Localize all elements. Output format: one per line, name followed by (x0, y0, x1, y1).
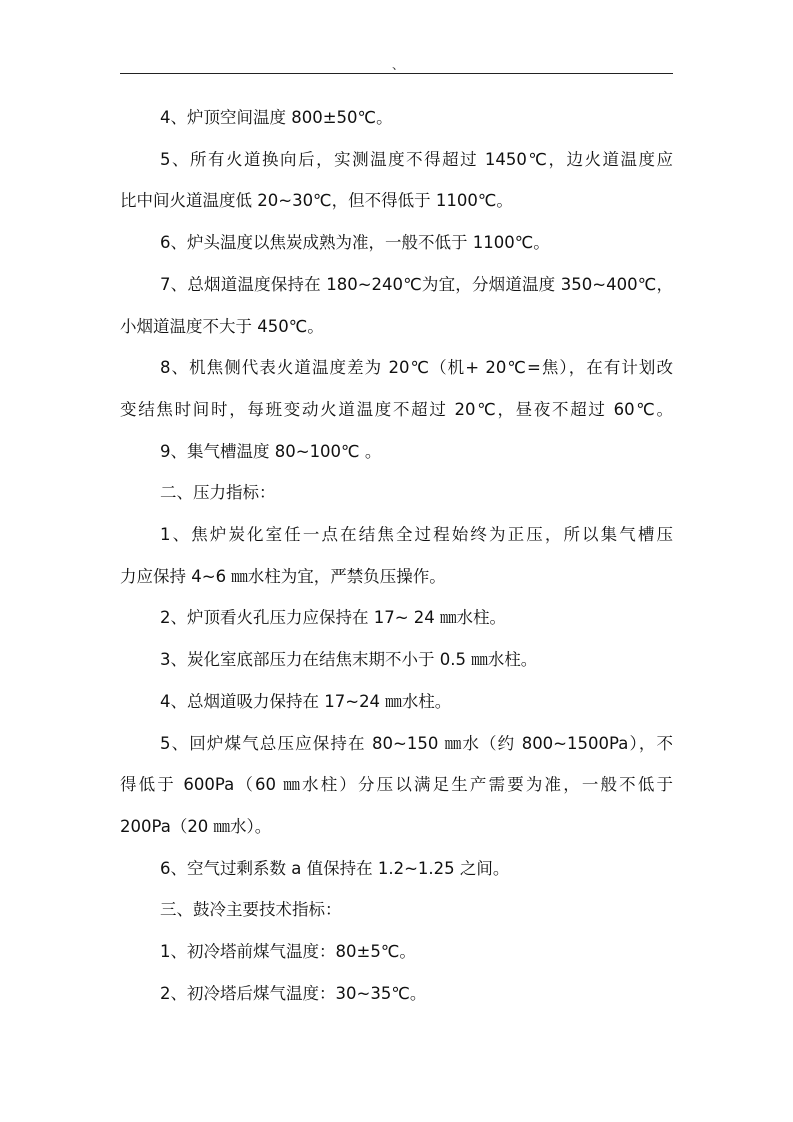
text-line: 2、初冷塔后煤气温度：30~35℃。 (160, 983, 427, 1003)
text-line: 三、鼓冷主要技术指标： (160, 900, 342, 920)
text-line: 4、炉顶空间温度 800±50℃。 (160, 108, 393, 127)
text-line: 3、炭化室底部压力在结焦末期不小于 0.5 ㎜水柱。 (160, 650, 538, 670)
text-line: 变结焦时间时，每班变动火道温度不超过 20℃，昼夜不超过 60℃。 (120, 399, 673, 419)
text-line: 1、焦炉炭化室任一点在结焦全过程始终为正压，所以集气槽压 (160, 525, 673, 544)
text-line: 1、初冷塔前煤气温度：80±5℃。 (160, 942, 416, 961)
text-line: 得低于 600Pa（60 ㎜水柱）分压以满足生产需要为准，一般不低于 (120, 775, 673, 795)
text-line: 8、机焦侧代表火道温度差为 20℃（机+ 20℃=焦），在有计划改 (160, 358, 673, 378)
text-line: 9、集气槽温度 80~100℃ 。 (160, 441, 382, 461)
text-line: 小烟道温度不大于 450℃。 (120, 316, 324, 336)
header-rule (120, 73, 673, 74)
text-line: 5、所有火道换向后，实测温度不得超过 1450℃，边火道温度应 (160, 149, 673, 169)
text-line: 力应保持 4~6 ㎜水柱为宜，严禁负压操作。 (120, 566, 446, 586)
text-line: 4、总烟道吸力保持在 17~24 ㎜水柱。 (160, 691, 452, 711)
text-line: 2、炉顶看火孔压力应保持在 17~ 24 ㎜水柱。 (160, 608, 507, 628)
text-line: 比中间火道温度低 20~30℃，但不得低于 1100℃。 (120, 191, 513, 211)
text-line: 6、炉头温度以焦炭成熟为准，一般不低于 1100℃。 (160, 233, 550, 253)
text-line: 二、压力指标： (160, 483, 276, 503)
header-mark: 、 (392, 58, 405, 72)
text-line: 5、回炉煤气总压应保持在 80~150 ㎜水（约 800~1500Pa），不 (160, 733, 673, 753)
text-line: 200Pa（20 ㎜水）。 (120, 816, 272, 836)
text-line: 7、总烟道温度保持在 180~240℃为宜，分烟道温度 350~400℃， (160, 274, 673, 294)
text-line: 6、空气过剩系数 a 值保持在 1.2~1.25 之间。 (160, 858, 510, 878)
